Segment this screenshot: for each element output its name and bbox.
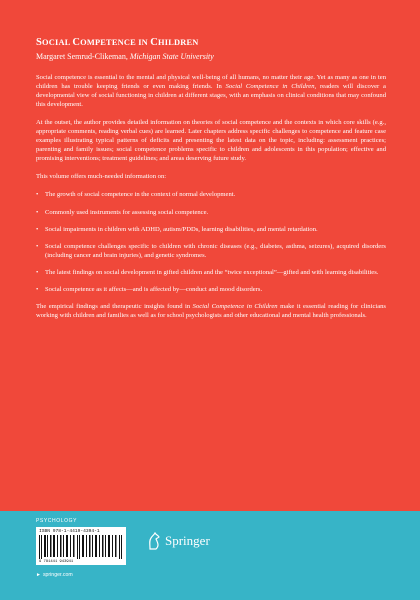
barcode-icon <box>39 535 123 559</box>
url-text: springer.com <box>42 572 73 578</box>
publisher-logo <box>146 530 210 552</box>
topic-item: • Social competence challenges specific to children with chronic diseases (e.g., diabetes, asthma, seizures), acquired disorders (including cancer and brain injuries), and genetic syndromes. <box>36 242 386 260</box>
isbn-label: ISBN 978-1-4419-4394-1 <box>39 529 100 534</box>
author-affiliation: Michigan State University <box>129 52 214 62</box>
topic-item: • Social impairments in children with ADHD, autism/PDDs, learning disabilities, and mental retardation. <box>36 225 386 234</box>
publisher-name: Springer <box>165 533 210 548</box>
topics-list <box>36 190 386 294</box>
arrow-right-icon: ► <box>36 572 41 578</box>
topic-item: • Social competence as it affects—and is affected by—conduct and mood disorders. <box>36 285 386 294</box>
description-paragraph-1: Social competence is essential to the mental and physical well-being of all humans, no matter their age. Yet as many as one in ten children has trouble keeping friends or even making friends. In Social Competence in Children, readers will discover a developmental view of social functioning in children at different stages, with an emphasis on clinical conditions that may confound this development. <box>36 73 386 108</box>
isbn-barcode <box>36 527 126 565</box>
cover-text-block <box>36 36 386 329</box>
topic-item: • The growth of social competence in the context of normal development. <box>36 190 386 199</box>
book-title: SOCIAL COMPETENCE IN CHILDREN <box>36 37 199 48</box>
description-paragraph-4: The empirical findings and therapeutic insights found in Social Competence in Children make it essential reading for clinicians working with children and families as well as for school psychologists and other educational and mental health professionals. <box>36 303 386 320</box>
description-paragraph-3: This volume offers much-needed information on: <box>36 173 167 181</box>
author-line <box>36 51 386 62</box>
category-label: PSYCHOLOGY <box>36 518 78 524</box>
springer-horse-icon <box>146 532 162 550</box>
author-name: Margaret Semrud-Clikeman, <box>36 52 128 62</box>
barcode-number: 9 781441 943941 <box>39 560 74 564</box>
publisher-url[interactable] <box>36 572 73 578</box>
topic-item: • The latest findings on social development in gifted children and the “twice exceptional”—gifted and with learning disabilities. <box>36 268 386 277</box>
description-paragraph-2: At the outset, the author provides detailed information on theories of social competence and the contexts in which core skills (e.g., appropriate comments, reading verbal cues) are learned. Later chapters address specific challenges to competence and feature case examples illustrating typical patterns of deficits and presenting the latest data on the topic, including: assessment practices; parenting and family issues; social competence problems specific to children and adolescents in this population; effective and promising interventions; treatment guidelines; and areas deserving future study. <box>36 118 386 163</box>
topic-item: • Commonly used instruments for assessing social competence. <box>36 208 386 217</box>
